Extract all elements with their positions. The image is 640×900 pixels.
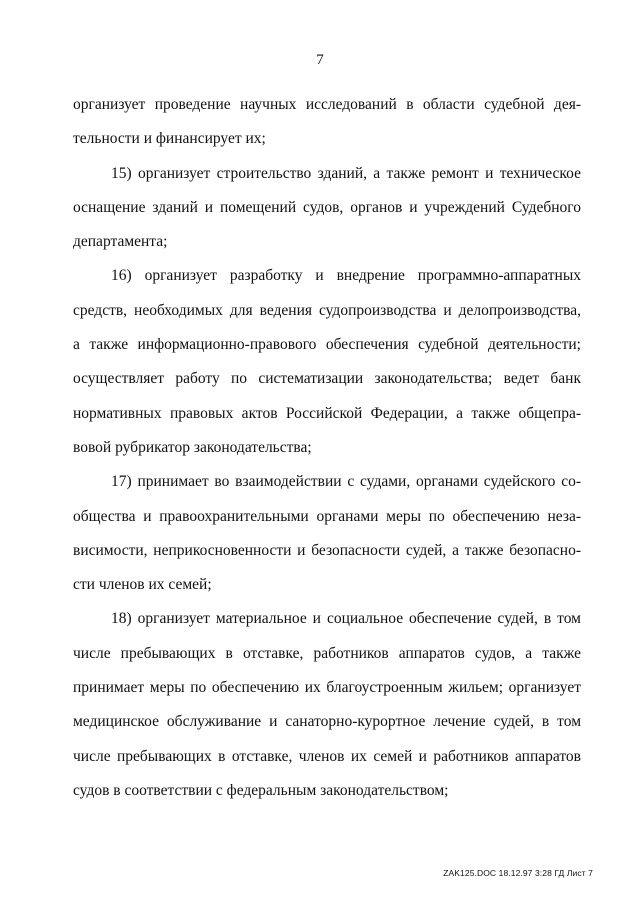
text-line: принимает меры по обеспечению их благоустроенным жильем; организует — [73, 679, 581, 697]
page-number: 7 — [316, 52, 324, 68]
text-line: сти членов их семей; — [73, 576, 212, 594]
text-line: 17) принимает во взаимодействии с судами, органами судейского со- — [111, 473, 581, 491]
text-line: 18) организует материальное и социальное обеспечение судей, в том — [111, 610, 581, 628]
text-line: оснащение зданий и помещений судов, органов и учреждений Судебного — [73, 198, 581, 216]
text-line: средств, необходимых для ведения судопроизводства и делопроизводства, — [73, 301, 581, 319]
paragraph-item-16 — [73, 259, 581, 465]
text-line: числе пребывающих в отставке, работников аппаратов судов, а также — [73, 644, 581, 662]
document-footer: ZAK125.DOC 18.12.97 3:28 ГД Лист 7 — [443, 868, 593, 878]
paragraph-continuation — [73, 88, 581, 157]
text-line: департамента; — [73, 233, 168, 251]
text-line: тельности и финансирует их; — [73, 130, 266, 148]
text-line: судов в соответствии с федеральным законодательством; — [73, 781, 449, 799]
text-line: нормативных правовых актов Российской Федерации, а также общепра- — [73, 404, 581, 422]
paragraph-item-17 — [73, 465, 581, 602]
text-line: 16) организует разработку и внедрение программно-аппаратных — [111, 267, 581, 285]
text-line: общества и правоохранительными органами меры по обеспечению неза- — [73, 507, 581, 525]
text-line: осуществляет работу по систематизации законодательства; ведет банк — [73, 370, 581, 388]
text-line: висимости, неприкосновенности и безопасности судей, а также безопасно- — [73, 541, 581, 559]
text-line: медицинское обслуживание и санаторно-курортное лечение судей, в том — [73, 713, 581, 731]
text-line: организует проведение научных исследований в области судебной дея- — [73, 96, 581, 113]
paragraph-item-15 — [73, 157, 581, 260]
text-line: 15) организует строительство зданий, а также ремонт и техническое — [111, 164, 581, 182]
text-line: числе пребывающих в отставке, членов их семей и работников аппаратов — [73, 747, 581, 765]
text-line: а также информационно-правового обеспечения судебной деятельности; — [73, 336, 581, 354]
paragraph-item-18 — [73, 602, 581, 808]
document-body — [73, 88, 581, 808]
text-line: вовой рубрикатор законодательства; — [73, 438, 312, 456]
